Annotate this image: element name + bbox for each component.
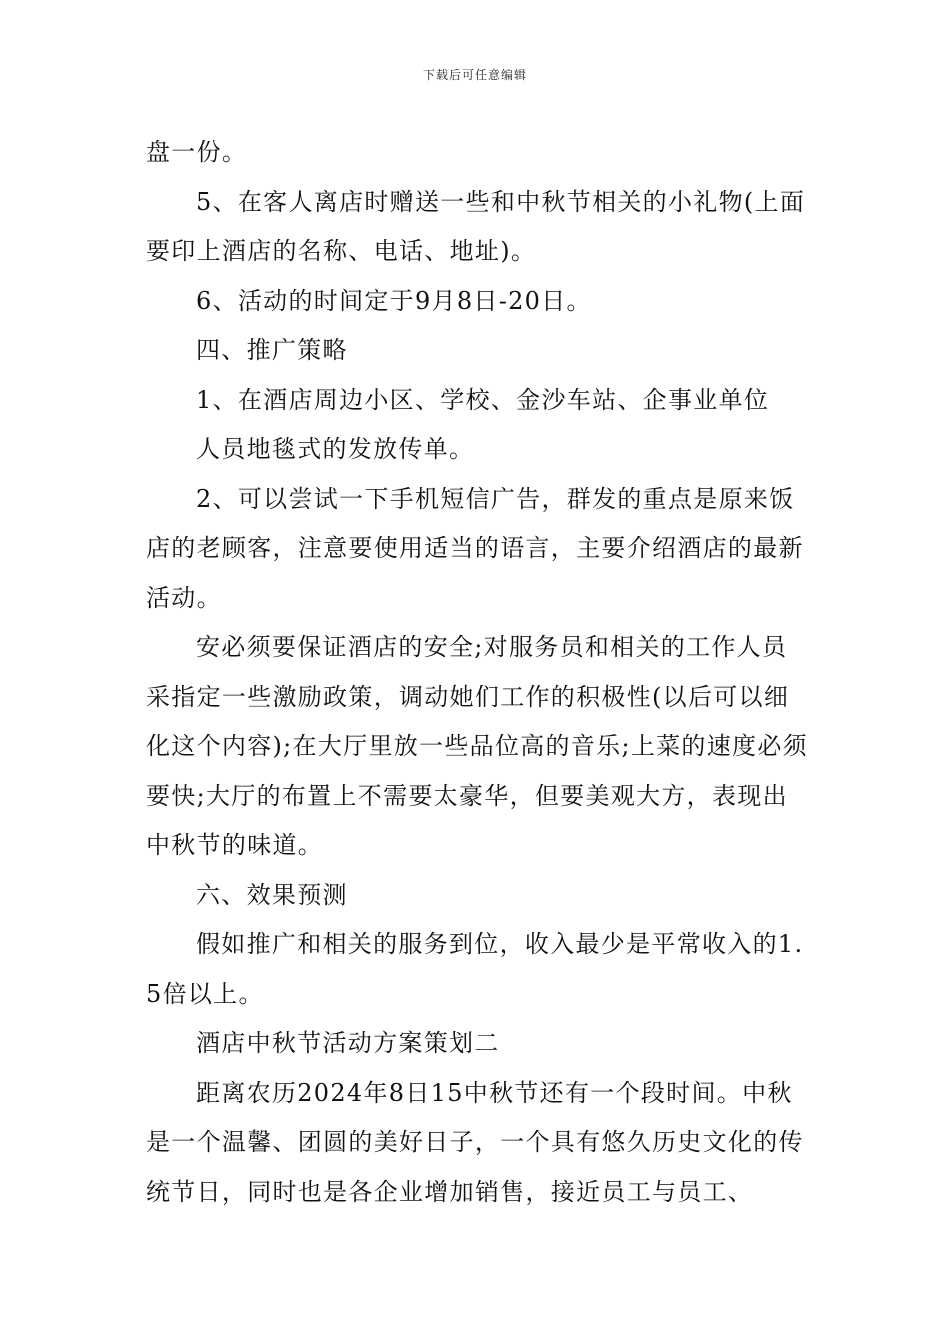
paragraph-promotion-1-cont: 人员地毯式的发放传单。: [196, 435, 475, 463]
section-heading-promotion: 四、推广策略: [196, 336, 348, 364]
header-note: 下载后可任意编辑: [422, 68, 527, 82]
paragraph-item-6: 6、活动的时间定于9月8日-20日。: [196, 286, 592, 315]
paragraph-safety: 安必须要保证酒店的安全;对服务员和相关的工作人员采指定一些激励政策，调动她们工作的积极性(以后可以细化这个内容);在大厅里放一些品位高的音乐;上菜的速度必须要快;大厅的布置上不需要太豪华，但要美观大方，表现出中秋节的味道。: [146, 633, 808, 859]
paragraph-continuation: 盘一份。: [146, 138, 248, 166]
document-body: [146, 128, 808, 1217]
paragraph-promotion-2: 2、可以尝试一下手机短信广告，群发的重点是原来饭店的老顾客，注意要使用适当的语言，主要介绍酒店的最新活动。: [146, 484, 804, 612]
section-title-plan-two: 酒店中秋节活动方案策划二: [196, 1029, 500, 1057]
section-heading-forecast: 六、效果预测: [196, 880, 348, 909]
paragraph-forecast: 假如推广和相关的服务到位，收入最少是平常收入的1.5倍以上。: [146, 930, 804, 1008]
paragraph-item-5: 5、在客人离店时赠送一些和中秋节相关的小礼物(上面要印上酒店的名称、电话、地址)。: [146, 187, 806, 265]
paragraph-plan-two-intro: 距离农历2024年8日15中秋节还有一个段时间。中秋是一个温馨、团圆的美好日子，一个具有悠久历史文化的传统节日，同时也是各企业增加销售，接近员工与员工、: [146, 1078, 804, 1206]
paragraph-promotion-1: 1、在酒店周边小区、学校、金沙车站、企事业单位: [196, 385, 770, 414]
